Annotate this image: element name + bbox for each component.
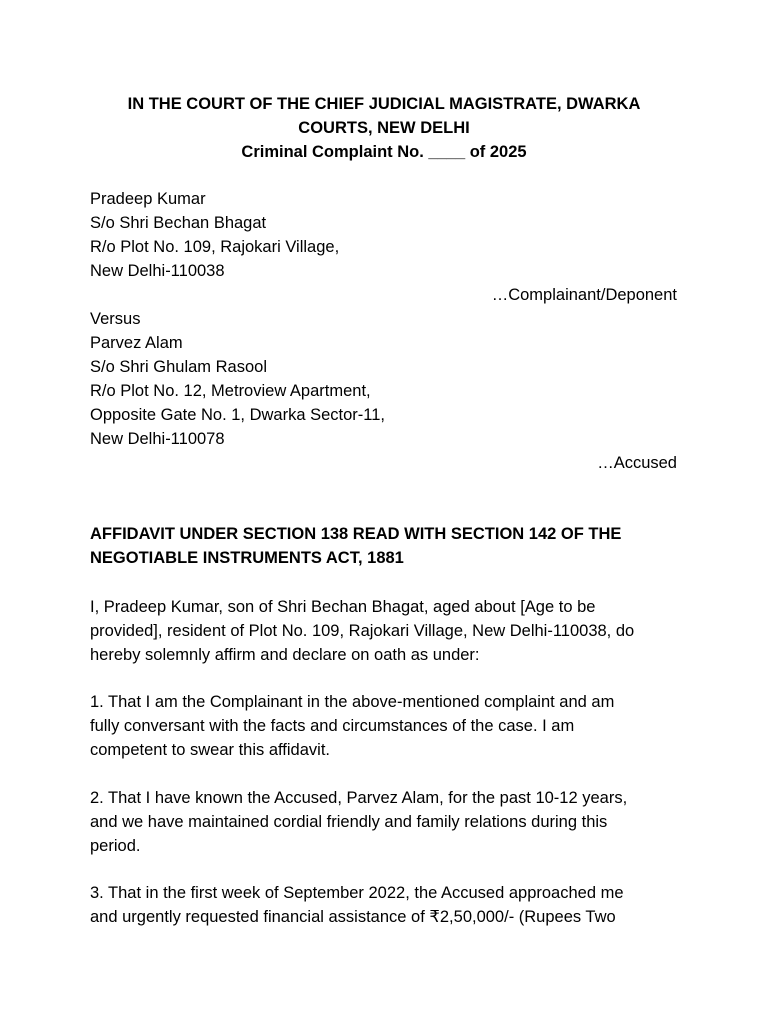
- versus-label: Versus: [90, 310, 141, 328]
- complainant-address-line-1: R/o Plot No. 109, Rajokari Village,: [90, 238, 340, 256]
- para-1-line-1: 1. That I am the Complainant in the above-mentioned complaint and am: [90, 693, 615, 711]
- affidavit-title-line-1: AFFIDAVIT UNDER SECTION 138 READ WITH SECTION 142 OF THE: [90, 525, 622, 543]
- accused-address-line-1: R/o Plot No. 12, Metroview Apartment,: [90, 382, 371, 400]
- accused-address-line-2: Opposite Gate No. 1, Dwarka Sector-11,: [90, 406, 385, 424]
- complainant-parent: S/o Shri Bechan Bhagat: [90, 214, 267, 232]
- complainant-role: …Complainant/Deponent: [491, 286, 677, 304]
- complaint-number: Criminal Complaint No. ____ of 2025: [241, 143, 527, 161]
- accused-role: …Accused: [597, 454, 677, 472]
- accused-address-line-3: New Delhi-110078: [90, 430, 225, 448]
- affidavit-title-line-2: NEGOTIABLE INSTRUMENTS ACT, 1881: [90, 549, 404, 567]
- para-2-line-2: and we have maintained cordial friendly and family relations during this: [90, 813, 608, 831]
- complainant-name: Pradeep Kumar: [90, 190, 206, 208]
- complainant-address-line-2: New Delhi-110038: [90, 262, 225, 280]
- intro-line-2: provided], resident of Plot No. 109, Rajokari Village, New Delhi-110038, do: [90, 622, 635, 640]
- accused-parent: S/o Shri Ghulam Rasool: [90, 358, 267, 376]
- para-2-line-1: 2. That I have known the Accused, Parvez Alam, for the past 10-12 years,: [90, 789, 628, 807]
- para-3-line-1: 3. That in the first week of September 2022, the Accused approached me: [90, 884, 624, 902]
- court-heading-line-2: COURTS, NEW DELHI: [298, 119, 470, 137]
- intro-line-1: I, Pradeep Kumar, son of Shri Bechan Bhagat, aged about [Age to be: [90, 598, 596, 616]
- intro-line-3: hereby solemnly affirm and declare on oath as under:: [90, 646, 480, 664]
- para-1-line-3: competent to swear this affidavit.: [90, 741, 330, 759]
- accused-name: Parvez Alam: [90, 334, 183, 352]
- para-3-line-2: and urgently requested financial assistance of ₹2,50,000/- (Rupees Two: [90, 908, 616, 926]
- para-2-line-3: period.: [90, 837, 141, 855]
- court-heading-line-1: IN THE COURT OF THE CHIEF JUDICIAL MAGISTRATE, DWARKA: [127, 95, 641, 113]
- para-1-line-2: fully conversant with the facts and circumstances of the case. I am: [90, 717, 575, 735]
